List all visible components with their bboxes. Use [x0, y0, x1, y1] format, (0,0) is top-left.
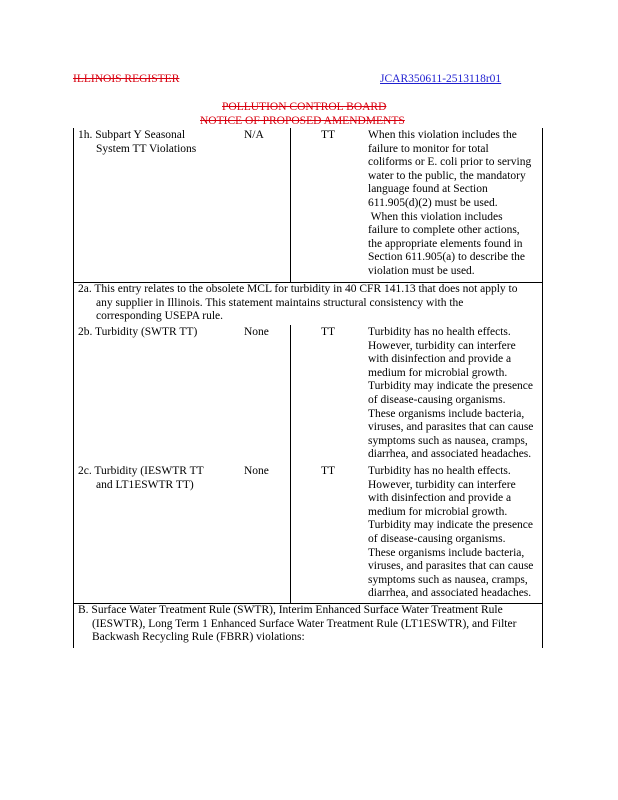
cell-line: of disease-causing organisms.	[368, 393, 506, 406]
cell-line: Turbidity may indicate the presence	[368, 519, 534, 532]
cell-line: These organisms include bacteria,	[368, 407, 525, 420]
cell-line: viruses, and parasites that can cause	[368, 560, 534, 573]
row-1h-mcl: N/A	[244, 129, 264, 141]
cell-line: language found at Section	[368, 183, 488, 196]
cell-line: 1h. Subpart Y Seasonal	[78, 129, 186, 141]
jcar-code-link[interactable]: JCAR350611-2513118r01	[380, 73, 502, 85]
cell-line: However, turbidity can interfere	[368, 339, 516, 352]
section-b-heading	[78, 604, 598, 648]
cell-line: failure to complete other actions,	[368, 224, 520, 237]
cell-line: diarrhea, and associated headaches.	[368, 587, 532, 600]
cell-line: Turbidity may indicate the presence	[368, 380, 534, 393]
cell-line: Backwash Recycling Rule (FBRR) violations:	[92, 631, 305, 644]
cell-line: and LT1ESWTR TT)	[96, 478, 194, 491]
cell-line: (IESWTR), Long Term 1 Enhanced Surface Water Treatment Rule (LT1ESWTR), and Filter	[92, 617, 517, 630]
notice-title: NOTICE OF PROPOSED AMENDMENTS	[200, 115, 405, 127]
row-2b-type: TT	[321, 326, 336, 338]
cell-line: coliforms or E. coli prior to serving	[368, 156, 532, 169]
row-1h-type: TT	[321, 129, 336, 141]
row-2c-label	[78, 465, 238, 493]
cell-line: with disinfection and provide a	[368, 492, 512, 505]
cell-line: with disinfection and provide a	[368, 353, 512, 366]
cell-line: violation must be used.	[368, 264, 475, 277]
row-2c-language	[368, 465, 554, 603]
table-left-border	[73, 128, 74, 648]
cell-line: 2b. Turbidity (SWTR TT)	[78, 326, 198, 338]
cell-line: failure to monitor for total	[368, 142, 489, 155]
cell-line: the appropriate elements found in	[368, 237, 523, 250]
cell-line: Turbidity has no health effects.	[368, 465, 511, 477]
row-2c-mcl: None	[244, 465, 269, 477]
cell-line: viruses, and parasites that can cause	[368, 421, 534, 434]
cell-line: symptoms such as nausea, cramps,	[368, 573, 528, 586]
cell-line: When this violation includes the	[368, 129, 517, 141]
cell-line: of disease-causing organisms.	[368, 532, 506, 545]
cell-line: These organisms include bacteria,	[368, 546, 525, 559]
cell-line: diarrhea, and associated headaches.	[368, 448, 532, 461]
column-divider	[290, 128, 291, 282]
cell-line: symptoms such as nausea, cramps,	[368, 434, 528, 447]
cell-line: medium for microbial growth.	[368, 505, 508, 518]
row-2c-type: TT	[321, 465, 336, 477]
cell-line: When this violation includes	[368, 210, 503, 223]
register-title: ILLINOIS REGISTER	[73, 73, 180, 85]
row-2b-language	[368, 326, 554, 464]
column-divider	[290, 325, 291, 603]
row-2b-label	[78, 326, 238, 340]
cell-line: any supplier in Illinois. This statement maintains structural consistency with the	[96, 296, 464, 309]
cell-line: 2a. This entry relates to the obsolete MCL for turbidity in 40 CFR 141.13 that does not apply to	[78, 283, 518, 295]
cell-line: 2c. Turbidity (IESWTR TT	[78, 465, 204, 477]
row-1h-label	[78, 129, 238, 169]
cell-line: water to the public, the mandatory	[368, 169, 526, 182]
row-2a-note	[78, 283, 558, 325]
row-1h-language	[368, 129, 554, 281]
board-title: POLLUTION CONTROL BOARD	[222, 101, 387, 113]
cell-line: Turbidity has no health effects.	[368, 326, 511, 338]
cell-line: However, turbidity can interfere	[368, 478, 516, 491]
row-2b-mcl: None	[244, 326, 269, 338]
cell-line: corresponding USEPA rule.	[96, 310, 224, 323]
cell-line: medium for microbial growth.	[368, 366, 508, 379]
cell-line: B. Surface Water Treatment Rule (SWTR), Interim Enhanced Surface Water Treatment Rule	[78, 604, 503, 616]
cell-line: 611.905(d)(2) must be used.	[368, 196, 498, 209]
cell-line: Section 611.905(a) to describe the	[368, 251, 526, 264]
cell-line: System TT Violations	[96, 142, 197, 155]
